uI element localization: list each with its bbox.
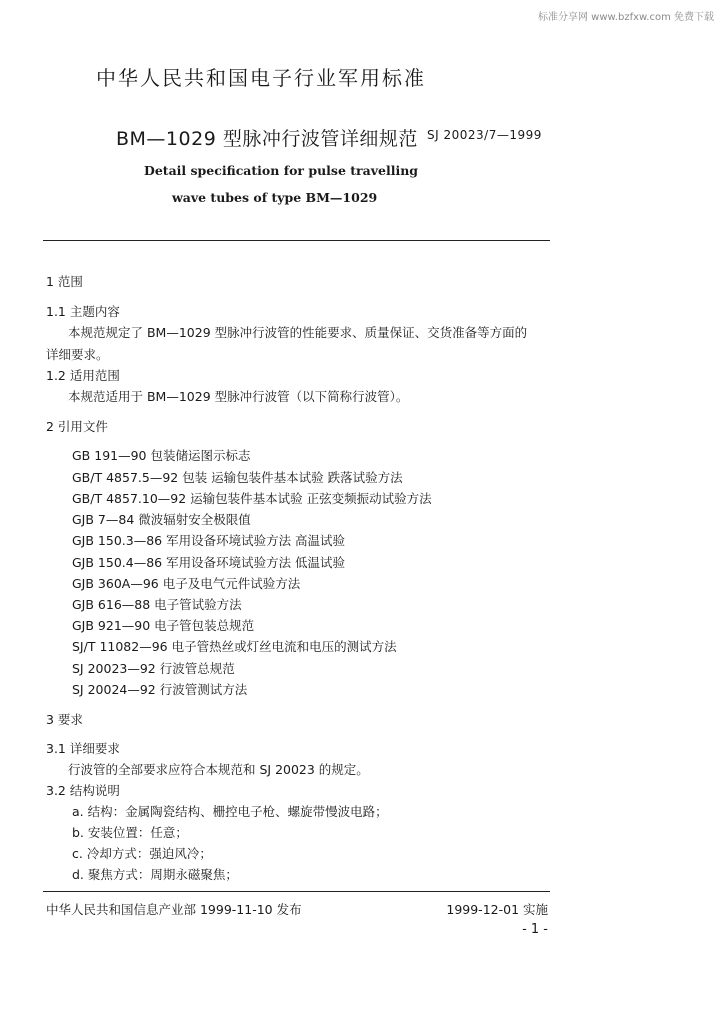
reference-item: GJB 360A—96 电子及电气元件试验方法	[72, 576, 301, 591]
watermark-text: 标准分享网 www.bzfxw.com 免费下载	[538, 12, 714, 23]
standard-number: SJ 20023/7—1999	[427, 128, 542, 142]
reference-item: GB/T 4857.5—92 包装 运输包装件基本试验 跌落试验方法	[72, 470, 403, 485]
implementation-date: 1999-12-01 实施	[446, 902, 548, 917]
reference-item: GJB 616—88 电子管试验方法	[72, 597, 242, 612]
section-1-heading: 1 范围	[46, 274, 83, 289]
reference-item: GJB 150.4—86 军用设备环境试验方法 低温试验	[72, 555, 346, 570]
reference-item: SJ 20024—92 行波管测试方法	[72, 682, 248, 697]
section-3-heading: 3 要求	[46, 712, 83, 727]
section-1-1-heading: 1.1 主题内容	[46, 304, 120, 319]
reference-item: GJB 7—84 微波辐射安全极限值	[72, 512, 251, 527]
section-1-2-heading: 1.2 适用范围	[46, 368, 120, 383]
header-divider	[43, 240, 550, 241]
reference-item: SJ/T 11082—96 电子管热丝或灯丝电流和电压的测试方法	[72, 639, 397, 654]
structure-item: d. 聚焦方式：周期永磁聚焦；	[72, 867, 238, 882]
reference-item: GJB 150.3—86 军用设备环境试验方法 高温试验	[72, 533, 346, 548]
english-title-line1: Detail specification for pulse travelling	[144, 163, 419, 178]
structure-item: b. 安装位置：任意；	[72, 825, 188, 840]
section-1-2-text: 本规范适用于 BM—1029 型脉冲行波管（以下简称行波管）。	[68, 389, 409, 404]
footer-divider	[43, 891, 550, 892]
reference-item: GB/T 4857.10—92 运输包装件基本试验 正弦变频振动试验方法	[72, 491, 432, 506]
structure-item: a. 结构：金属陶瓷结构、栅控电子枪、螺旋带慢波电路；	[72, 804, 388, 819]
section-1-1-text-line2: 详细要求。	[46, 347, 109, 362]
document-title: BM—1029 型脉冲行波管详细规范	[116, 128, 418, 150]
section-3-1-text: 行波管的全部要求应符合本规范和 SJ 20023 的规定。	[68, 762, 369, 777]
section-2-heading: 2 引用文件	[46, 419, 108, 434]
section-1-1-text-line1: 本规范规定了 BM—1029 型脉冲行波管的性能要求、质量保证、交货准备等方面的	[68, 325, 528, 340]
reference-item: GB 191—90 包装储运图示标志	[72, 448, 251, 463]
issuer-line: 中华人民共和国信息产业部 1999-11-10 发布	[46, 902, 302, 917]
section-3-1-heading: 3.1 详细要求	[46, 741, 120, 756]
section-3-2-heading: 3.2 结构说明	[46, 783, 120, 798]
page-number: - 1 -	[522, 922, 548, 937]
english-title-line2: wave tubes of type BM—1029	[172, 190, 378, 205]
structure-item: c. 冷却方式：强迫风冷；	[72, 846, 212, 861]
reference-item: SJ 20023—92 行波管总规范	[72, 661, 235, 676]
reference-item: GJB 921—90 电子管包装总规范	[72, 618, 255, 633]
standard-title: 中华人民共和国电子行业军用标准	[96, 66, 426, 90]
